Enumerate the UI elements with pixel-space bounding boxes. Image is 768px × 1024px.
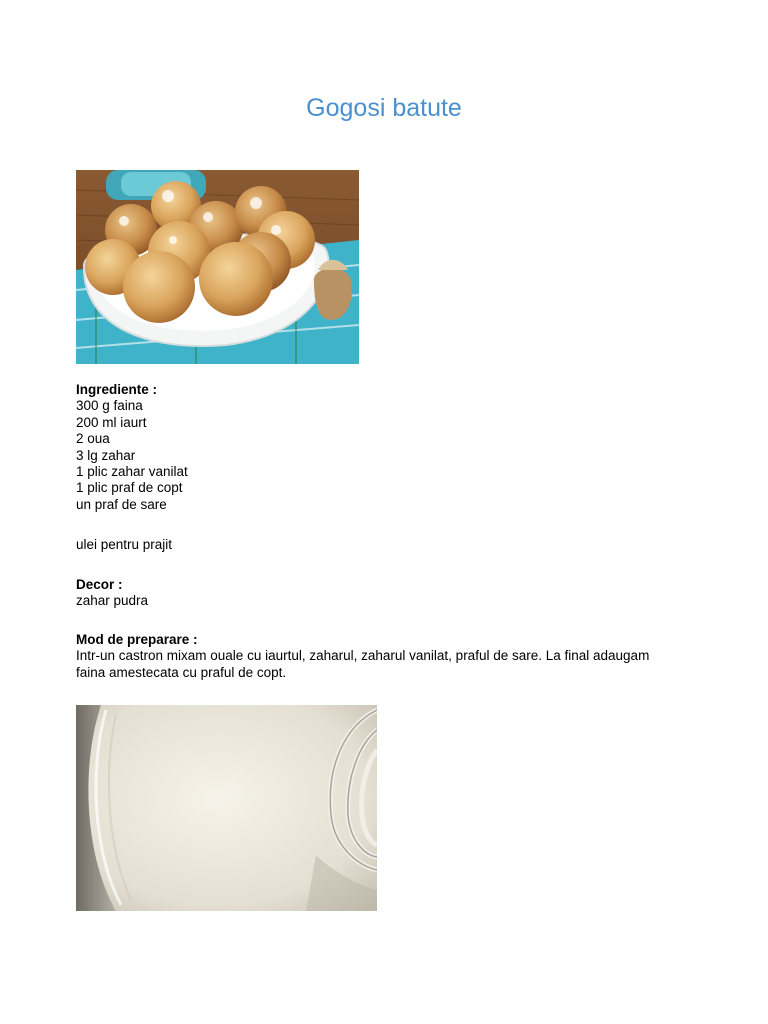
preparation-text-line-2: faina amestecata cu praful de copt. — [76, 664, 287, 680]
ingredient-item: 1 plic zahar vanilat — [76, 464, 188, 480]
decor-section — [76, 577, 696, 610]
batter-whisk-photo — [76, 705, 377, 911]
ingredient-item: un praf de sare — [76, 496, 167, 512]
ingredient-item: 200 ml iaurt — [76, 414, 147, 430]
page-title: Gogosi batute — [306, 94, 462, 122]
preparation-heading: Mod de preparare : — [76, 632, 198, 647]
frying-oil-note — [76, 537, 696, 553]
decor-text: zahar pudra — [76, 593, 149, 609]
ingredients-heading: Ingrediente : — [76, 382, 158, 397]
decor-heading: Decor : — [76, 577, 123, 592]
frying-oil-text: ulei pentru prajit — [76, 537, 173, 552]
preparation-section — [76, 632, 696, 681]
ingredients-section — [76, 382, 696, 513]
ingredient-item: 1 plic praf de copt — [76, 480, 183, 496]
fried-dough-balls-photo — [76, 170, 359, 364]
ingredient-item: 2 oua — [76, 431, 110, 447]
ingredient-item: 300 g faina — [76, 398, 143, 414]
preparation-text-line-1: Intr-un castron mixam ouale cu iaurtul, zaharul, zaharul vanilat, praful de sare. La final adaugam — [76, 648, 650, 664]
ingredient-item: 3 lg zahar — [76, 447, 136, 463]
